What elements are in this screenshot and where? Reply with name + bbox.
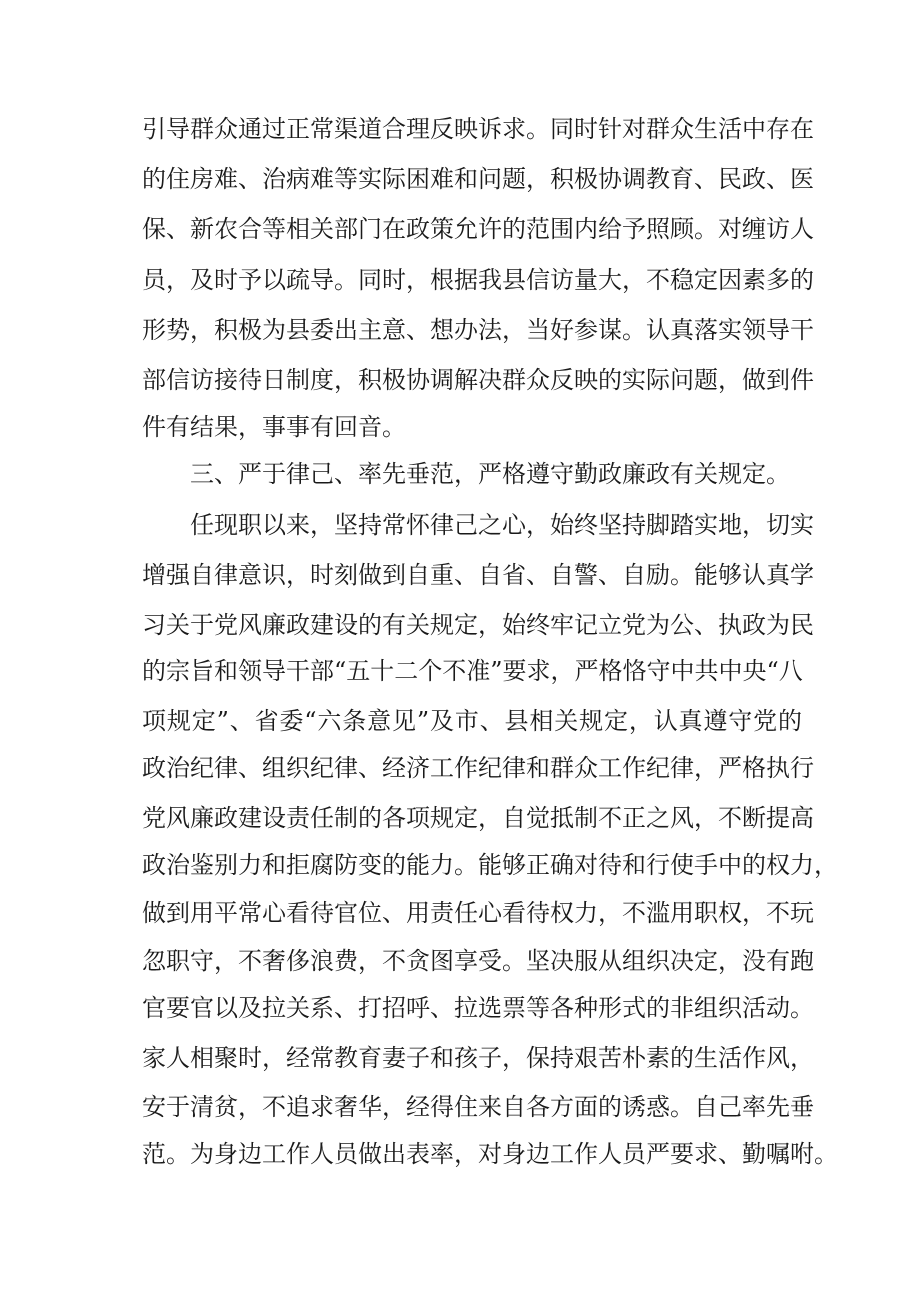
text-line-18: 忽职守，不奢侈浪费，不贪图享受。坚决服从组织决定，没有跑 (142, 947, 814, 975)
text-line-1: 引导群众通过正常渠道合理反映诉求。同时针对群众生活中存在 (142, 115, 814, 143)
text-line-11: 习关于党风廉政建设的有关规定，始终牢记立党为公、执政为民 (142, 611, 814, 639)
text-line-7: 件有结果，事事有回音。 (142, 413, 406, 441)
text-line-17: 做到用平常心看待官位、用责任心看待权力，不滥用职权，不玩 (142, 899, 814, 927)
text-line-13: 项规定”、省委“六条意见”及市、县相关规定，认真遵守党的 (142, 707, 802, 735)
text-line-2: 的住房难、治病难等实际困难和问题，积极协调教育、民政、医 (142, 165, 814, 193)
text-line-20: 家人相聚时，经常教育妻子和孩子，保持艰苦朴素的生活作风， (142, 1044, 814, 1072)
text-line-22: 范。为身边工作人员做出表率，对身边工作人员严要求、勤嘱咐。 (142, 1140, 838, 1168)
text-line-15: 党风廉政建设责任制的各项规定，自觉抵制不正之风，不断提高 (142, 804, 814, 832)
text-line-16: 政治鉴别力和拒腐防变的能力。能够正确对待和行使手中的权力， (142, 851, 838, 879)
text-line-14: 政治纪律、组织纪律、经济工作纪律和群众工作纪律，严格执行 (142, 754, 814, 782)
text-line-10: 增强自律意识，时刻做到自重、自省、自警、自励。能够认真学 (142, 561, 814, 589)
text-line-9: 任现职以来，坚持常怀律己之心，始终坚持脚踏实地，切实 (190, 511, 814, 539)
text-line-3: 保、新农合等相关部门在政策允许的范围内给予照顾。对缠访人 (142, 215, 814, 243)
text-line-12: 的宗旨和领导干部“五十二个不准”要求，严格恪守中共中央“八 (142, 657, 803, 685)
text-line-19: 官要官以及拉关系、打招呼、拉选票等各种形式的非组织活动。 (142, 994, 814, 1022)
section-heading: 三、严于律己、率先垂范，严格遵守勤政廉政有关规定。 (190, 460, 790, 488)
text-line-5: 形势，积极为县委出主意、想办法，当好参谋。认真落实领导干 (142, 316, 814, 344)
text-line-4: 员，及时予以疏导。同时，根据我县信访量大，不稳定因素多的 (142, 266, 814, 294)
text-line-21: 安于清贫，不追求奢华，经得住来自各方面的诱惑。自己率先垂 (142, 1093, 814, 1121)
text-line-6: 部信访接待日制度，积极协调解决群众反映的实际问题，做到件 (142, 366, 814, 394)
